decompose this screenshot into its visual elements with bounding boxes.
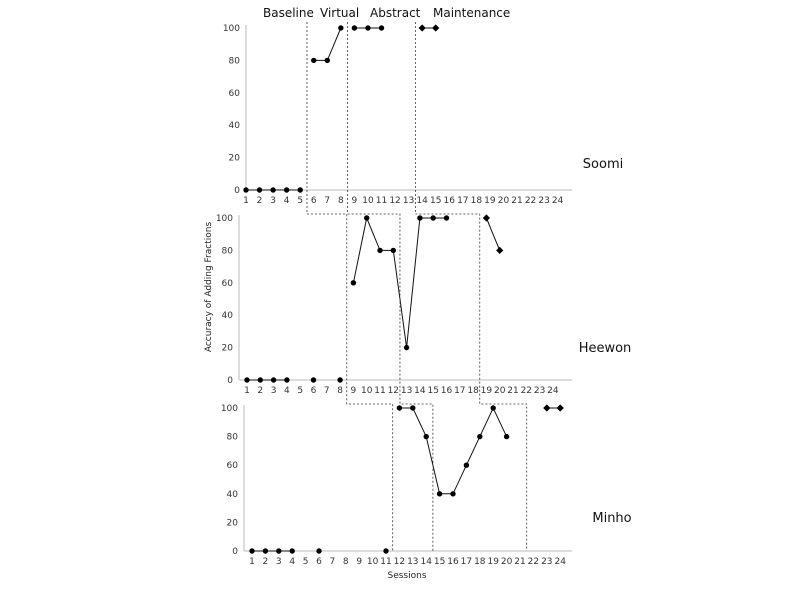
x-tick-label: 21 (514, 557, 526, 567)
data-point (504, 434, 509, 439)
x-tick-label: 2 (257, 386, 264, 396)
y-tick-label: 60 (221, 278, 233, 289)
x-tick-label: 22 (520, 386, 533, 396)
phase-label-maintenance: Maintenance (433, 6, 511, 20)
x-tick-label: 7 (323, 386, 330, 396)
data-point (379, 25, 384, 30)
x-tick-label: 12 (393, 557, 406, 567)
x-tick-label: 15 (427, 386, 439, 396)
data-point-diamond (419, 24, 426, 31)
data-point (271, 377, 276, 382)
x-tick-label: 3 (270, 386, 277, 396)
data-point (276, 548, 281, 553)
y-tick-label: 80 (221, 246, 233, 257)
data-point (417, 215, 422, 220)
y-tick-label: 80 (226, 432, 238, 443)
x-tick-label: 18 (467, 386, 479, 396)
data-point (397, 405, 402, 410)
y-tick-label: 100 (220, 404, 238, 414)
x-tick-label: 2 (256, 196, 263, 206)
x-tick-label: 2 (262, 557, 269, 567)
data-point-diamond (557, 404, 564, 411)
data-point (351, 280, 356, 285)
data-point (364, 215, 369, 220)
y-tick-label: 0 (232, 547, 238, 557)
x-tick-label: 7 (329, 557, 336, 567)
data-point (249, 548, 254, 553)
x-tick-label: 6 (310, 386, 317, 396)
data-point (383, 548, 388, 553)
y-axis-title: Accuracy of Adding Fractions (204, 221, 214, 353)
x-tick-label: 10 (366, 557, 379, 567)
y-tick-label: 100 (222, 24, 240, 34)
x-tick-label: 13 (402, 196, 415, 206)
x-tick-label: 16 (440, 386, 453, 396)
x-tick-label: 22 (527, 557, 540, 567)
y-tick-label: 60 (226, 461, 238, 472)
y-tick-label: 20 (221, 343, 233, 354)
data-point (257, 187, 262, 192)
data-point (263, 548, 268, 553)
x-tick-label: 22 (524, 196, 537, 206)
series-line (486, 218, 499, 250)
x-tick-label: 12 (387, 386, 400, 396)
panel-heewon (216, 214, 631, 396)
x-tick-label: 23 (533, 386, 546, 396)
x-tick-label: 6 (316, 557, 322, 567)
x-tick-label: 11 (380, 557, 392, 567)
x-tick-label: 23 (541, 557, 553, 567)
x-tick-label: 21 (507, 386, 519, 396)
x-tick-label: 11 (375, 196, 388, 206)
x-tick-label: 1 (244, 386, 250, 396)
data-point (437, 491, 442, 496)
x-tick-label: 8 (337, 196, 344, 206)
y-tick-label: 60 (228, 88, 240, 99)
x-tick-label: 23 (538, 196, 550, 206)
data-point (258, 377, 263, 382)
phase-labels (263, 6, 510, 20)
data-point (365, 25, 370, 30)
data-point (391, 248, 396, 253)
y-tick-label: 100 (215, 214, 233, 224)
x-tick-label: 6 (310, 196, 317, 206)
y-tick-label: 20 (228, 153, 240, 164)
phase-change-line (348, 22, 433, 551)
participant-label: Minho (592, 511, 632, 526)
x-tick-label: 9 (350, 386, 357, 396)
x-tick-label: 17 (457, 196, 469, 206)
x-tick-label: 3 (270, 196, 276, 206)
data-point-diamond (543, 404, 550, 411)
x-tick-label: 12 (389, 196, 401, 206)
y-tick-label: 20 (226, 518, 238, 529)
data-point (410, 405, 415, 410)
x-tick-label: 14 (420, 557, 432, 567)
x-tick-label: 24 (551, 196, 564, 206)
x-tick-label: 13 (400, 386, 413, 396)
data-point (338, 25, 343, 30)
x-tick-label: 16 (447, 557, 459, 567)
data-point-diamond (432, 24, 439, 31)
data-point (464, 463, 469, 468)
phase-label-abstract: Abstract (370, 6, 421, 20)
series-line (314, 28, 341, 60)
data-point (431, 215, 436, 220)
phase-change-line (415, 22, 526, 551)
data-point-diamond (483, 214, 490, 221)
panel-soomi (223, 24, 623, 206)
x-tick-label: 9 (356, 557, 363, 567)
x-tick-label: 16 (443, 196, 455, 206)
x-tick-label: 7 (324, 196, 331, 206)
x-tick-label: 4 (284, 386, 290, 396)
data-point (424, 434, 429, 439)
data-point (377, 248, 382, 253)
y-tick-label: 40 (226, 489, 238, 500)
data-point (337, 377, 342, 382)
data-point (477, 434, 482, 439)
x-tick-label: 4 (289, 557, 296, 567)
x-tick-label: 3 (275, 557, 282, 567)
data-point (316, 548, 321, 553)
data-point (290, 548, 295, 553)
x-tick-label: 17 (454, 386, 466, 396)
x-tick-label: 9 (351, 196, 358, 206)
participant-label: Soomi (582, 157, 624, 172)
data-point (444, 215, 449, 220)
x-tick-label: 15 (433, 557, 446, 567)
data-point-diamond (496, 247, 503, 254)
x-tick-label: 15 (429, 196, 442, 206)
x-tick-label: 20 (497, 196, 510, 206)
data-point (298, 187, 303, 192)
data-point (325, 58, 330, 63)
data-point (270, 187, 275, 192)
data-point (450, 491, 455, 496)
data-point (284, 187, 289, 192)
y-tick-label: 0 (234, 186, 240, 196)
x-tick-label: 18 (470, 196, 483, 206)
x-tick-label: 20 (500, 557, 513, 567)
phase-change-lines (307, 22, 527, 551)
x-tick-label: 8 (342, 557, 349, 567)
x-tick-label: 18 (474, 557, 486, 567)
data-point (311, 58, 316, 63)
data-point (284, 377, 289, 382)
series-line (399, 408, 506, 494)
panel-minho (221, 404, 632, 567)
x-tick-label: 20 (493, 386, 506, 396)
panels (216, 24, 632, 567)
x-tick-label: 13 (407, 557, 419, 567)
data-point (244, 377, 249, 382)
data-point (243, 187, 248, 192)
x-tick-label: 5 (297, 196, 304, 206)
x-tick-label: 24 (547, 386, 559, 396)
phase-label-baseline: Baseline (263, 6, 314, 20)
x-axis-title: Sessions (387, 571, 427, 581)
x-tick-label: 19 (487, 557, 499, 567)
y-tick-label: 80 (228, 56, 240, 67)
data-point (311, 377, 316, 382)
x-tick-label: 8 (337, 386, 343, 396)
x-tick-label: 14 (416, 196, 428, 206)
x-tick-label: 24 (554, 557, 566, 567)
x-tick-label: 1 (249, 557, 255, 567)
x-tick-label: 14 (414, 386, 426, 396)
x-tick-label: 19 (484, 196, 496, 206)
x-tick-label: 10 (360, 386, 373, 396)
y-tick-label: 0 (227, 376, 233, 386)
x-tick-label: 11 (374, 386, 386, 396)
data-point (352, 25, 357, 30)
x-tick-label: 5 (297, 386, 304, 396)
participant-label: Heewon (578, 341, 632, 356)
x-tick-label: 5 (302, 557, 309, 567)
x-tick-label: 21 (511, 196, 523, 206)
y-tick-label: 40 (221, 311, 233, 322)
x-tick-label: 19 (480, 386, 493, 396)
x-tick-label: 17 (460, 557, 473, 567)
x-tick-label: 4 (283, 196, 290, 206)
y-tick-label: 40 (228, 121, 240, 132)
data-point (491, 405, 496, 410)
data-point (404, 345, 409, 350)
x-tick-label: 1 (243, 196, 249, 206)
phase-change-line (307, 22, 393, 551)
x-tick-label: 10 (362, 196, 374, 206)
phase-label-virtual: Virtual (320, 6, 360, 20)
